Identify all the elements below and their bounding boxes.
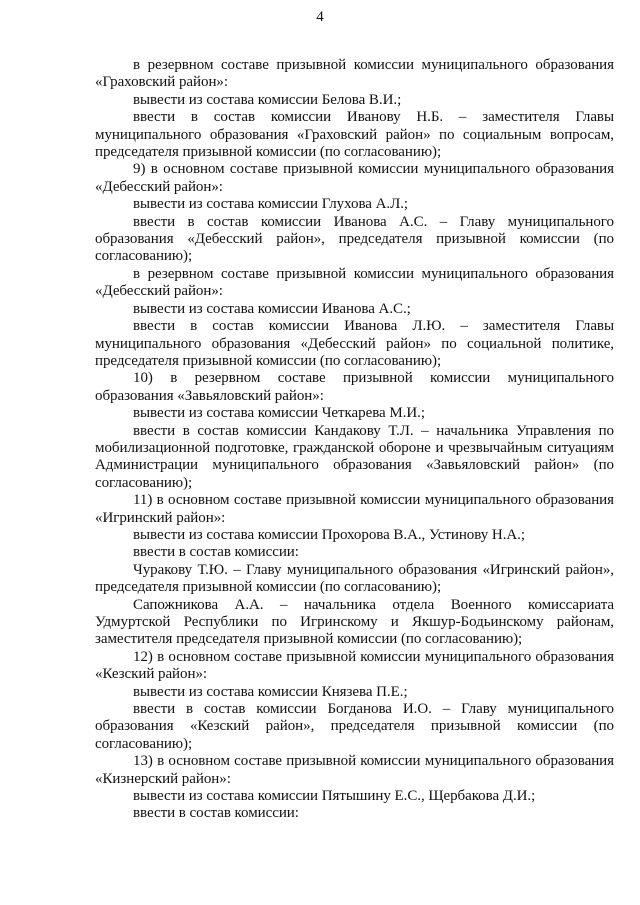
paragraph-add-heading-igrinsky: ввести в состав комиссии: bbox=[133, 544, 299, 561]
paragraph-add-ivanov-lyu: ввести в состав комиссии Иванова Л.Ю. – заместителя Главы муниципального образования «Дебесский район» по социальной политике, председателя призывной комиссии (по согласованию); bbox=[95, 318, 614, 369]
paragraph-add-ivanov-as: ввести в состав комиссии Иванова А.С. – Главу муниципального образования «Дебесский район», председателя призывной комиссии (по согласованию); bbox=[95, 213, 614, 265]
paragraph-grakhovsky-reserve: в резервном составе призывной комиссии муниципального образования «Граховский район»: bbox=[95, 57, 614, 91]
paragraph-add-churakova: Чуракову Т.Ю. – Главу муниципального образования «Игринский район», председателя призывной комиссии (по согласованию); bbox=[95, 561, 614, 596]
paragraph-remove-ivanov-as: вывести из состава комиссии Иванова А.С.; bbox=[133, 300, 411, 317]
paragraph-debessky-reserve: в резервном составе призывной комиссии муниципального образования «Дебесский район»: bbox=[95, 265, 614, 300]
paragraph-remove-glukhov: вывести из состава комиссии Глухова А.Л.; bbox=[133, 196, 409, 213]
paragraph-remove-chetkarev: вывести из состава комиссии Четкарева М.И.; bbox=[133, 405, 425, 422]
paragraph-item-10-zavyalovsky-reserve: 10) в резервном составе призывной комиссии муниципального образования «Завьяловский район»: bbox=[95, 370, 614, 404]
paragraph-add-bogdanov: ввести в состав комиссии Богданова И.О. – Главу муниципального образования «Кезский район», председателя призывной комиссии (по согласованию); bbox=[95, 701, 614, 752]
paragraph-remove-prokhorov-ustinova: вывести из состава комиссии Прохорова В.А., Устинову Н.А.; bbox=[133, 526, 525, 543]
paragraph-item-11-igrinsky-main: 11) в основном составе призывной комиссии муниципального образования «Игринский район»: bbox=[95, 492, 614, 526]
paragraph-remove-knyazev: вывести из состава комиссии Князева П.Е.; bbox=[133, 683, 408, 700]
paragraph-add-kandakova: ввести в состав комиссии Кандакову Т.Л. – начальника Управления по мобилизационной подготовке, гражданской обороне и чрезвычайным ситуациям Администрации муниципального образования «Завьяловский район» (по согласованию); bbox=[95, 422, 614, 491]
paragraph-item-12-kezsky-main: 12) в основном составе призывной комиссии муниципального образования «Кезский район»: bbox=[95, 648, 614, 683]
document-body bbox=[95, 57, 614, 823]
paragraph-remove-belov: вывести из состава комиссии Белова В.И.; bbox=[133, 91, 402, 108]
paragraph-add-sapozhnikov: Сапожникова А.А. – начальника отдела Военного комиссариата Удмуртской Республики по Игринскому и Якшур-Бодьинскому районам, заместителя председателя призывной комиссии (по согласованию); bbox=[95, 596, 614, 648]
paragraph-remove-pyatyshina-shcherbakov: вывести из состава комиссии Пятышину Е.С., Щербакова Д.И.; bbox=[133, 788, 536, 805]
paragraph-item-13-kiznersky-main: 13) в основном составе призывной комиссии муниципального образования «Кизнерский район»: bbox=[95, 753, 614, 787]
paragraph-add-heading-kiznersky: ввести в состав комиссии: bbox=[133, 805, 299, 822]
paragraph-item-9-debessky-main: 9) в основном составе призывной комиссии муниципального образования «Дебесский район»: bbox=[95, 161, 614, 195]
paragraph-add-ivanova-nb: ввести в состав комиссии Иванову Н.Б. – заместителя Главы муниципального образования «Граховский район» по социальным вопросам, председателя призывной комиссии (по согласованию); bbox=[95, 109, 614, 161]
page-number: 4 bbox=[316, 9, 324, 25]
